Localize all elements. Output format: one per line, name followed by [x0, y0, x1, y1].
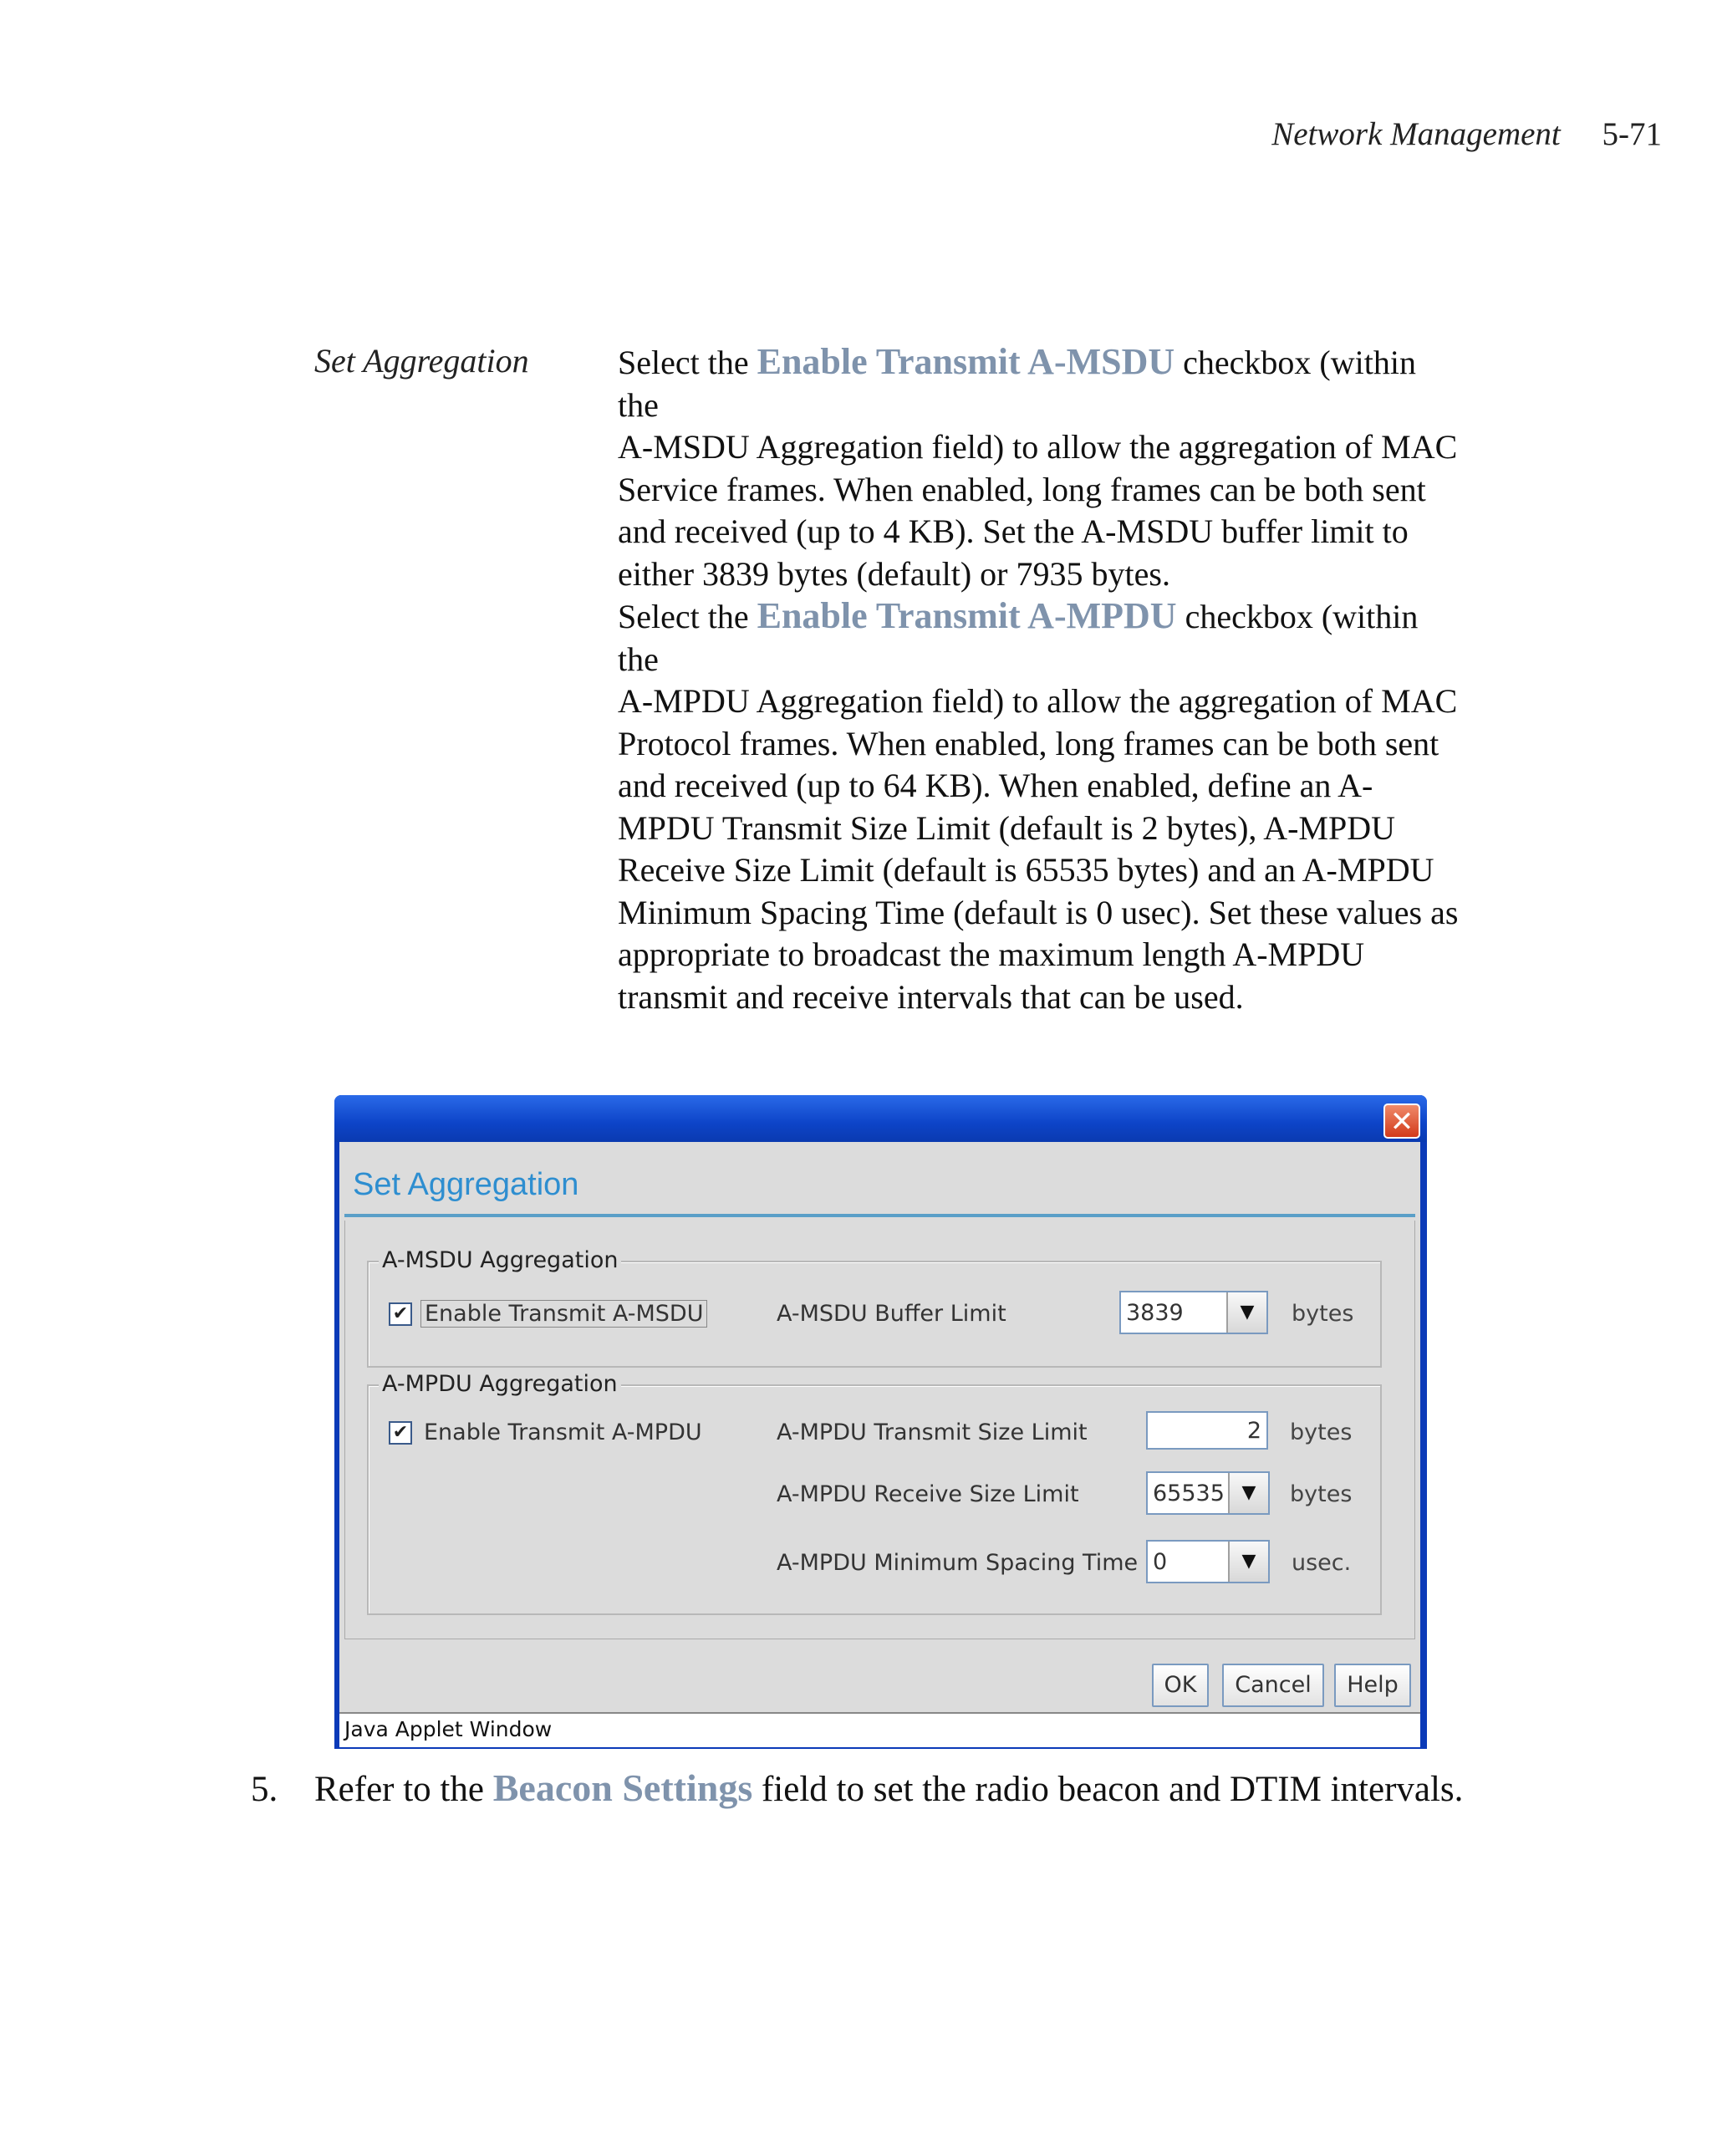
text-run: A-MPDU Aggregation field) to allow the aggregation of MAC Protocol frames. When enabled, long frames can be both sent and received (up to 64 KB). When enabled, define an A-MPDU Transmit Size Limit (default is 2 bytes), A-MPDU Receive Size Limit (default is 65535 bytes) and an A-MPDU Minimum Spacing Time (default is 0 usec). Set these values as appropriate to broadcast the maximum length A-MPDU transmit and receive intervals that can be used. — [618, 682, 1459, 1016]
amsdu-aggregation-group — [367, 1247, 1382, 1368]
page-number: 5-71 — [1602, 116, 1662, 152]
chevron-down-icon[interactable]: ▼ — [1228, 1542, 1268, 1582]
enable-transmit-ampdu-checkbox[interactable]: ✔ — [389, 1421, 412, 1445]
keyword-enable-transmit-amsdu: Enable Transmit A-MSDU — [757, 341, 1175, 382]
enable-transmit-amsdu-checkbox[interactable]: ✔ — [389, 1302, 412, 1326]
close-icon[interactable]: ✕ — [1383, 1103, 1420, 1139]
amsdu-buffer-unit: bytes — [1292, 1301, 1354, 1327]
cancel-button[interactable]: Cancel — [1222, 1664, 1324, 1707]
selected-value: 65535 — [1153, 1481, 1225, 1506]
content-panel — [344, 1221, 1415, 1639]
text-run: field to set the radio beacon and DTIM intervals. — [752, 1770, 1464, 1809]
text-run: A-MSDU Aggregation field) to allow the aggregation of MAC Service frames. When enabled, long frames can be both sent and received (up to 4 KB). Set the A-MSDU buffer limit to either 3839 bytes (default) or 7935 bytes. — [618, 428, 1458, 593]
step-5 — [251, 1766, 1463, 1810]
keyword-enable-transmit-ampdu: Enable Transmit A-MPDU — [757, 595, 1177, 636]
ampdu-transmit-unit: bytes — [1290, 1419, 1353, 1445]
ampdu-receive-size-limit-label: A-MPDU Receive Size Limit — [777, 1481, 1079, 1507]
text-run: Select the — [618, 598, 757, 635]
text-run: checkbox (within the — [618, 598, 1419, 678]
dialog-client-area — [339, 1142, 1420, 1747]
ampdu-minimum-spacing-time-label: A-MPDU Minimum Spacing Time — [777, 1550, 1139, 1576]
title-divider — [344, 1214, 1415, 1217]
selected-value: 0 — [1153, 1549, 1168, 1575]
group-label: A-MSDU Aggregation — [379, 1247, 621, 1273]
running-header — [1271, 115, 1662, 153]
enable-transmit-ampdu-label: Enable Transmit A-MPDU — [424, 1419, 702, 1445]
window-titlebar — [334, 1095, 1427, 1142]
text-run: Select the — [618, 344, 757, 381]
selected-value: 3839 — [1126, 1300, 1184, 1326]
ampdu-minimum-spacing-time-select[interactable] — [1146, 1540, 1270, 1583]
ampdu-spacing-unit: usec. — [1292, 1550, 1352, 1576]
enable-transmit-amsdu-label: Enable Transmit A-MSDU — [420, 1300, 707, 1328]
text-run: checkbox (within the — [618, 344, 1416, 424]
ampdu-receive-unit: bytes — [1290, 1481, 1353, 1507]
ok-button[interactable]: OK — [1152, 1664, 1209, 1707]
dialog-title: Set Aggregation — [353, 1167, 579, 1202]
ampdu-receive-size-limit-select[interactable] — [1146, 1471, 1270, 1515]
set-aggregation-dialog — [334, 1095, 1427, 1749]
ampdu-aggregation-group — [367, 1371, 1382, 1615]
body-text — [618, 341, 1462, 1018]
paragraph-msdu — [618, 341, 1462, 595]
amsdu-buffer-limit-label: A-MSDU Buffer Limit — [777, 1301, 1006, 1327]
ampdu-transmit-size-limit-label: A-MPDU Transmit Size Limit — [777, 1419, 1088, 1445]
section-name: Network Management — [1271, 116, 1561, 152]
chevron-down-icon[interactable]: ▼ — [1226, 1292, 1266, 1333]
paragraph-mpdu — [618, 595, 1462, 1018]
applet-status-bar: Java Applet Window — [339, 1712, 1420, 1747]
input-value: 2 — [1246, 1418, 1261, 1444]
side-label: Set Aggregation — [314, 342, 529, 380]
group-label: A-MPDU Aggregation — [379, 1371, 621, 1397]
keyword-beacon-settings: Beacon Settings — [492, 1766, 753, 1809]
chevron-down-icon[interactable]: ▼ — [1228, 1473, 1268, 1513]
ampdu-transmit-size-limit-input[interactable] — [1146, 1411, 1268, 1450]
step-number: 5. — [251, 1770, 278, 1809]
amsdu-buffer-limit-select[interactable] — [1119, 1291, 1268, 1334]
text-run: Refer to the — [314, 1770, 493, 1809]
help-button[interactable]: Help — [1334, 1664, 1411, 1707]
